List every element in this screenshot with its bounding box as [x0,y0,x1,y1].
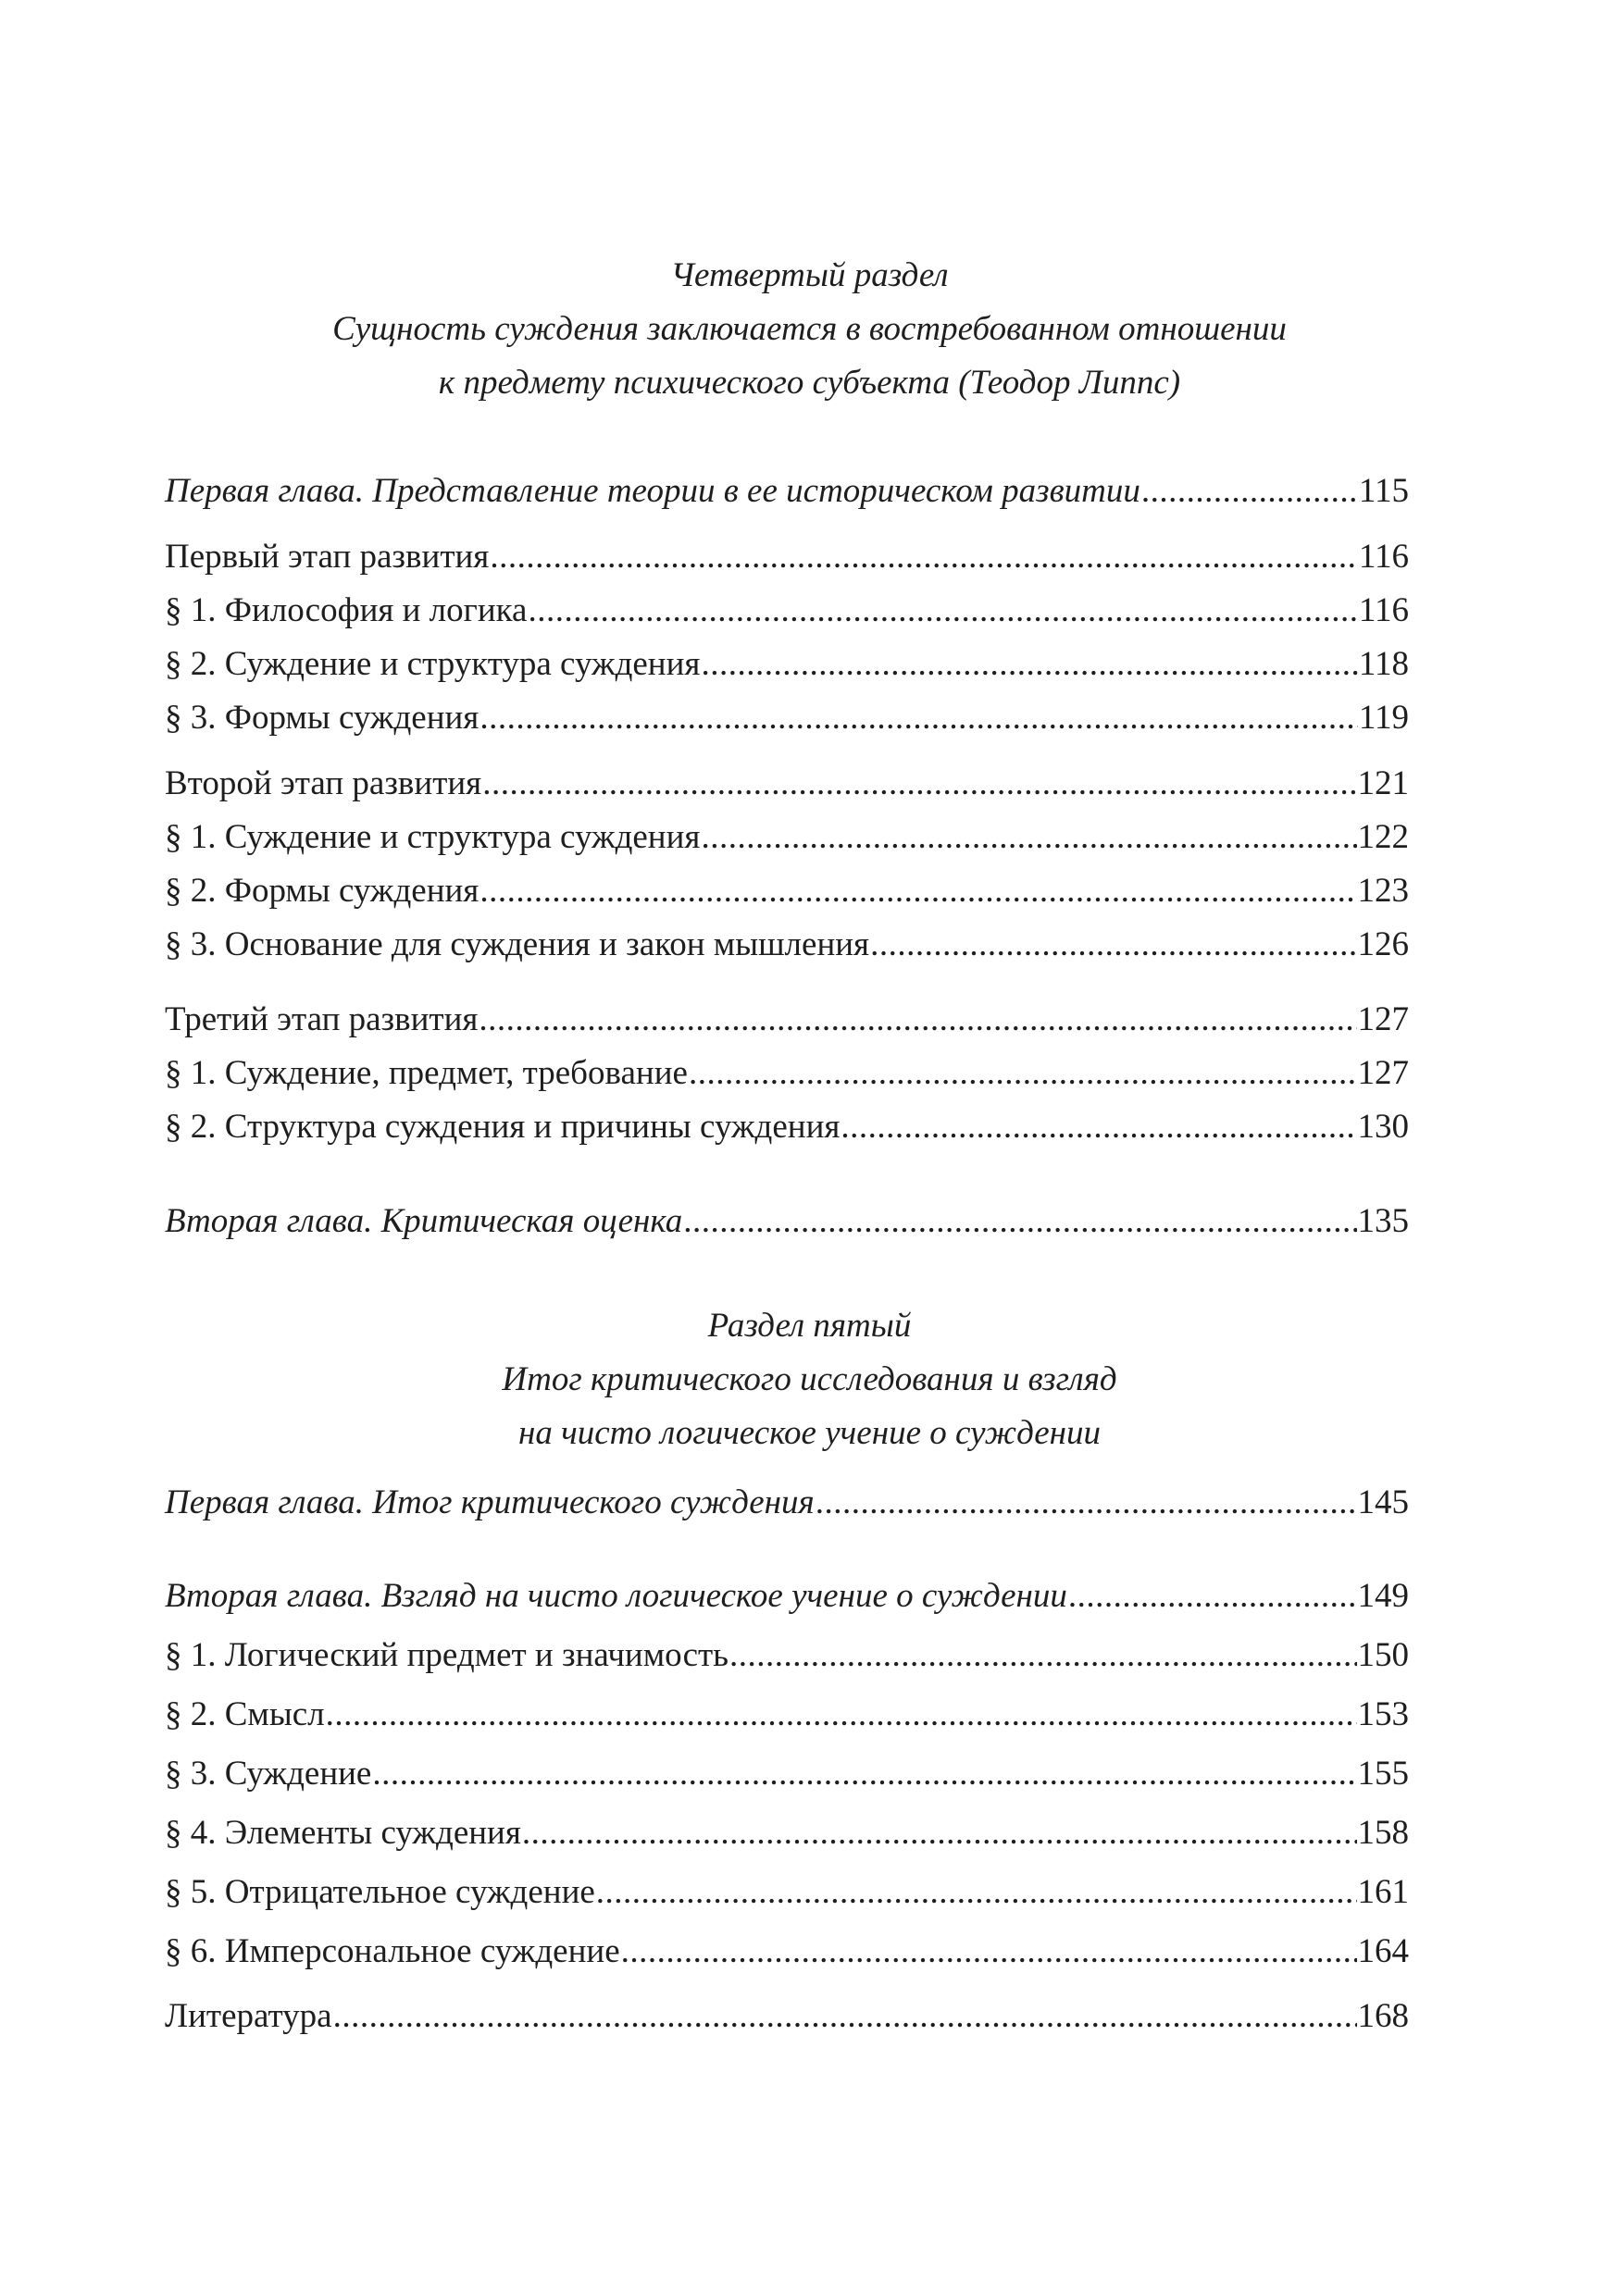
toc-entry-page: 127 [1357,1000,1409,1038]
leader-dots [621,1926,1357,1978]
leader-dots [1141,465,1358,517]
toc-entry-title: § 2. Смысл [165,1695,325,1733]
toc-entry[interactable] [165,1196,1409,1247]
toc-entry[interactable] [165,1748,1409,1800]
section-heading-line: к предмету психического субъекта (Теодор Липпс) [438,364,1181,402]
leader-dots [816,1477,1357,1529]
toc-entry-page: 168 [1357,1997,1409,2035]
toc-entry[interactable] [165,758,1409,810]
toc-entry-page: 164 [1357,1932,1409,1970]
toc-entry-title: Третий этап развития [165,1000,479,1038]
leader-dots [1068,1570,1357,1622]
toc-entry[interactable] [165,1689,1409,1741]
leader-dots [683,1196,1356,1247]
toc-entry-page: 150 [1357,1636,1409,1674]
toc-entry[interactable] [165,865,1409,917]
toc-entry-page: 126 [1357,925,1409,963]
toc-entry-page: 161 [1357,1873,1409,1911]
leader-dots [479,994,1356,1046]
toc-entry-page: 116 [1358,591,1409,629]
leader-dots [870,919,1356,971]
toc-entry-title: Вторая глава. Взгляд на чисто логическое учение о суждении [165,1577,1067,1615]
leader-dots [841,1101,1356,1153]
toc-entry-page: 121 [1357,764,1409,802]
leader-dots [701,812,1356,863]
leader-dots [482,758,1356,810]
leader-dots [490,531,1358,583]
leader-dots [528,585,1357,637]
toc-entry-page: 145 [1357,1483,1409,1521]
section-heading-line: Сущность суждения заключается в востребованном отношении [332,310,1287,348]
toc-entry-title: § 6. Имперсональное суждение [165,1932,620,1970]
toc-entry-page: 155 [1357,1755,1409,1793]
toc-entry[interactable] [165,1867,1409,1918]
leader-dots [326,1689,1357,1741]
toc-entry-page: 149 [1357,1577,1409,1615]
toc-entry-title: Первый этап развития [165,538,490,576]
toc-entry[interactable] [165,1477,1409,1529]
toc-entry-title: § 1. Логический предмет и значимость [165,1636,729,1674]
leader-dots [479,692,1358,744]
leader-dots [372,1748,1356,1800]
section-heading-4 [0,249,1619,410]
toc-entry-page: 158 [1357,1814,1409,1852]
toc-entry[interactable] [165,465,1409,517]
toc-entry-title: Вторая глава. Критическая оценка [165,1202,683,1240]
toc-entry-title: § 3. Формы суждения [165,699,479,737]
toc-entry-page: 127 [1357,1054,1409,1092]
leader-dots [701,639,1357,690]
toc-entry[interactable] [165,1101,1409,1153]
toc-entry[interactable] [165,639,1409,690]
toc-entry-title: § 3. Основание для суждения и закон мышления [165,925,870,963]
toc-entry-page: 153 [1357,1695,1409,1733]
toc-entry[interactable] [165,1570,1409,1622]
toc-entry-page: 135 [1357,1202,1409,1240]
toc-entry[interactable] [165,1991,1409,2042]
toc-entry[interactable] [165,812,1409,863]
leader-dots [596,1867,1357,1918]
toc-entry-title: § 2. Структура суждения и причины суждения [165,1108,841,1146]
toc-entry-title: § 3. Суждение [165,1755,372,1793]
leader-dots [522,1807,1357,1859]
toc-entry[interactable] [165,585,1409,637]
leader-dots [333,1991,1357,2042]
section-heading-5 [0,1299,1619,1460]
toc-entry-title: § 1. Суждение, предмет, требование [165,1054,688,1092]
toc-entry[interactable] [165,1630,1409,1682]
section-heading-line: Раздел пятый [707,1307,912,1345]
toc-entry-title: § 2. Суждение и структура суждения [165,645,701,683]
toc-entry[interactable] [165,1926,1409,1978]
toc-entry-title: Первая глава. Представление теории в ее историческом развитии [165,472,1140,510]
leader-dots [479,865,1356,917]
leader-dots [729,1630,1356,1682]
toc-entry-page: 123 [1357,872,1409,910]
toc-entry[interactable] [165,1048,1409,1099]
toc-entry[interactable] [165,919,1409,971]
toc-entry[interactable] [165,531,1409,583]
toc-entry[interactable] [165,1807,1409,1859]
section-heading-line: Четвертый раздел [670,256,949,294]
toc-entry-page: 130 [1357,1108,1409,1146]
toc-entry-page: 118 [1358,645,1409,683]
toc-entry-title: § 1. Философия и логика [165,591,528,629]
toc-entry-title: § 5. Отрицательное суждение [165,1873,595,1911]
toc-entry-title: § 4. Элементы суждения [165,1814,521,1852]
toc-entry-title: Первая глава. Итог критического суждения [165,1483,815,1521]
toc-entry-page: 116 [1358,538,1409,576]
toc-entry-title: § 1. Суждение и структура суждения [165,818,701,856]
toc-entry-page: 122 [1357,818,1409,856]
leader-dots [689,1048,1357,1099]
section-heading-line: Итог критического исследования и взгляд [502,1360,1117,1398]
toc-entry-title: Литература [165,1997,332,2035]
section-heading-line: на чисто логическое учение о суждении [517,1414,1102,1452]
toc-entry[interactable] [165,692,1409,744]
toc-entry-page: 119 [1358,699,1409,737]
toc-entry[interactable] [165,994,1409,1046]
toc-entry-page: 115 [1358,472,1409,510]
toc-entry-title: Второй этап развития [165,764,482,802]
toc-entry-title: § 2. Формы суждения [165,872,479,910]
